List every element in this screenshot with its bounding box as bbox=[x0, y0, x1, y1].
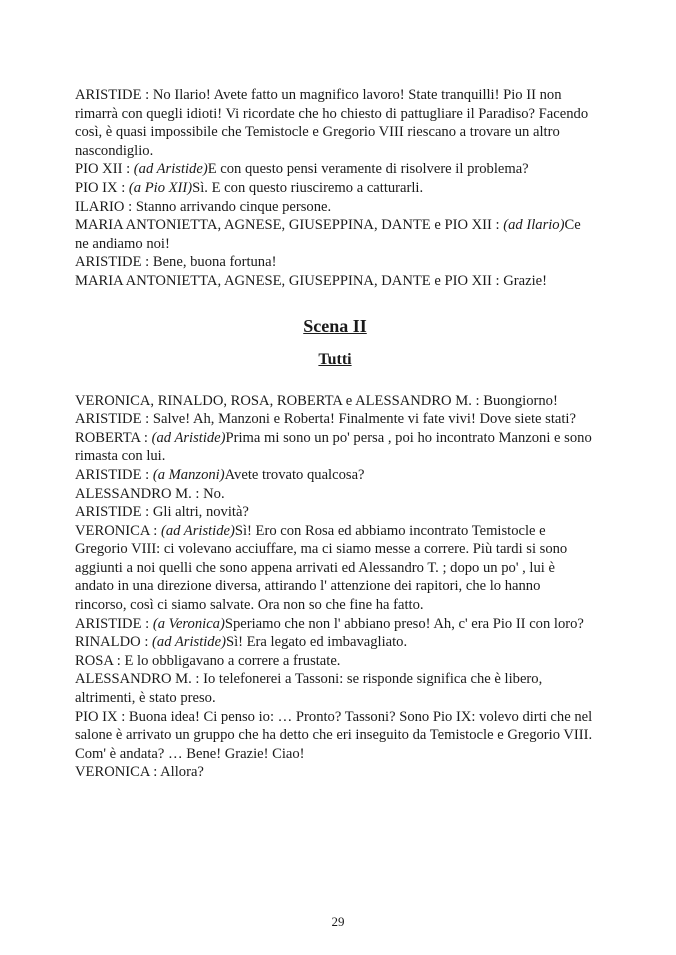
dialogue-line bbox=[75, 253, 595, 272]
dialogue-line bbox=[75, 160, 595, 179]
dialogue-line bbox=[75, 466, 595, 485]
dialogue-line bbox=[75, 410, 595, 429]
stage-direction: (ad Aristide) bbox=[160, 522, 235, 539]
speaker-name: ARISTIDE : bbox=[75, 615, 153, 632]
dialogue-block-2 bbox=[75, 392, 595, 782]
dialogue-text: Stanno arrivando cinque persone. bbox=[135, 198, 332, 215]
speaker-name: ARISTIDE : bbox=[75, 254, 153, 271]
dialogue-line bbox=[75, 503, 595, 522]
dialogue-line bbox=[75, 86, 595, 160]
dialogue-text: E con questo pensi veramente di risolvere il problema? bbox=[207, 161, 529, 178]
speaker-name: MARIA ANTONIETTA, AGNESE, GIUSEPPINA, DANTE e PIO XII : bbox=[75, 217, 504, 234]
dialogue-line bbox=[75, 670, 595, 707]
speaker-name: RINALDO : bbox=[75, 634, 153, 651]
speaker-name: PIO IX : bbox=[75, 179, 129, 196]
dialogue-line bbox=[75, 615, 595, 634]
dialogue-line bbox=[75, 429, 595, 466]
dialogue-text: Buona idea! Ci penso io: … Pronto? Tassoni? Sono Pio IX: volevo dirti che nel salone è arrivato un gruppo che ha detto che eri inseguito da Temistocle e Gregorio VIII. Com' è andata? … Bene! Grazie! Ciao! bbox=[75, 708, 593, 762]
speaker-name: ROSA : bbox=[75, 652, 125, 669]
dialogue-block-1 bbox=[75, 86, 595, 291]
dialogue-line bbox=[75, 198, 595, 217]
stage-direction: (ad Aristide) bbox=[151, 429, 226, 446]
dialogue-text: Allora? bbox=[160, 764, 204, 781]
dialogue-line bbox=[75, 522, 595, 615]
dialogue-line bbox=[75, 392, 595, 411]
speaker-name: ALESSANDRO M. : bbox=[75, 671, 204, 688]
speaker-name: ARISTIDE : bbox=[75, 466, 153, 483]
dialogue-text: Sì. E con questo riusciremo a catturarli. bbox=[192, 179, 424, 196]
dialogue-text: Bene, buona fortuna! bbox=[152, 254, 277, 271]
stage-direction: (a Veronica) bbox=[152, 615, 225, 632]
dialogue-text: Prima mi sono un po' persa , poi ho incontrato Manzoni e sono rimasta con lui. bbox=[75, 429, 592, 465]
dialogue-line bbox=[75, 485, 595, 504]
speaker-name: VERONICA : bbox=[75, 764, 161, 781]
dialogue-line bbox=[75, 633, 595, 652]
dialogue-text: Ce ne andiamo noi! bbox=[75, 217, 581, 252]
dialogue-line bbox=[75, 652, 595, 671]
stage-direction: (ad Aristide) bbox=[152, 634, 226, 651]
speaker-name: VERONICA : bbox=[75, 522, 161, 539]
dialogue-text: Io telefonerei a Tassoni: se risponde significa che è libero, altrimenti, è stato preso. bbox=[75, 671, 543, 707]
dialogue-line bbox=[75, 216, 595, 253]
dialogue-text: Gli altri, novità? bbox=[152, 504, 249, 521]
stage-direction: (ad Aristide) bbox=[133, 161, 208, 178]
dialogue-line bbox=[75, 708, 595, 764]
dialogue-line bbox=[75, 272, 595, 291]
dialogue-text: E lo obbligavano a correre a frustate. bbox=[124, 652, 341, 669]
scene-title: Scena II bbox=[303, 315, 367, 336]
page-number: 29 bbox=[331, 914, 345, 929]
dialogue-text: No. bbox=[203, 485, 225, 502]
dialogue-text: Sì! Era legato ed imbavagliato. bbox=[225, 634, 408, 651]
speaker-name: ARISTIDE : bbox=[75, 411, 153, 428]
scene-subtitle: Tutti bbox=[318, 350, 352, 368]
speaker-name: ROBERTA : bbox=[75, 429, 152, 446]
dialogue-text: Sì! Ero con Rosa ed abbiamo incontrato Temistocle e Gregorio VIII: ci volevano acciuffare, ma ci siamo messe a correre. Più tardi si sono aggiunti a noi quelli che sono appena arrivati ed Alessandro T. ; dopo un po' , lui è andato in una direzione diversa, attirando l' attenzione dei rapitori, che lo hanno rincorso, così ci siamo salvate. Ora non so che fine ha fatto. bbox=[75, 522, 568, 614]
speaker-name: PIO IX : bbox=[75, 708, 129, 725]
stage-direction: (ad Ilario) bbox=[503, 217, 565, 234]
dialogue-text: Speriamo che non l' abbiano preso! Ah, c' era Pio II con loro? bbox=[224, 615, 584, 632]
speaker-name: ILARIO : bbox=[75, 198, 136, 215]
stage-direction: (a Pio XII) bbox=[128, 179, 193, 196]
dialogue-text: Grazie! bbox=[503, 272, 547, 289]
speaker-name: ALESSANDRO M. : bbox=[75, 485, 204, 502]
speaker-name: MARIA ANTONIETTA, AGNESE, GIUSEPPINA, DANTE e PIO XII : bbox=[75, 272, 504, 289]
dialogue-line bbox=[75, 763, 595, 782]
speaker-name: PIO XII : bbox=[75, 161, 134, 178]
dialogue-line bbox=[75, 179, 595, 198]
dialogue-text: Avete trovato qualcosa? bbox=[224, 466, 365, 483]
speaker-name: ARISTIDE : bbox=[75, 87, 153, 103]
stage-direction: (a Manzoni) bbox=[152, 466, 225, 483]
speaker-name: VERONICA, RINALDO, ROSA, ROBERTA e ALESSANDRO M. : bbox=[75, 392, 484, 409]
speaker-name: ARISTIDE : bbox=[75, 504, 153, 521]
dialogue-text: Salve! Ah, Manzoni e Roberta! Finalmente vi fate vivi! Dove siete stati? bbox=[152, 411, 576, 428]
dialogue-text: No Ilario! Avete fatto un magnifico lavoro! State tranquilli! Pio II non rimarrà con quegli idioti! Vi ricordate che ho chiesto di pattugliare il Paradiso? Facendo così, è quasi impossibile che Temistocle e Gregorio VIII riescano a trovare un altro nascondiglio. bbox=[75, 87, 589, 159]
dialogue-text: Buongiorno! bbox=[483, 392, 558, 409]
page-content bbox=[75, 86, 595, 782]
